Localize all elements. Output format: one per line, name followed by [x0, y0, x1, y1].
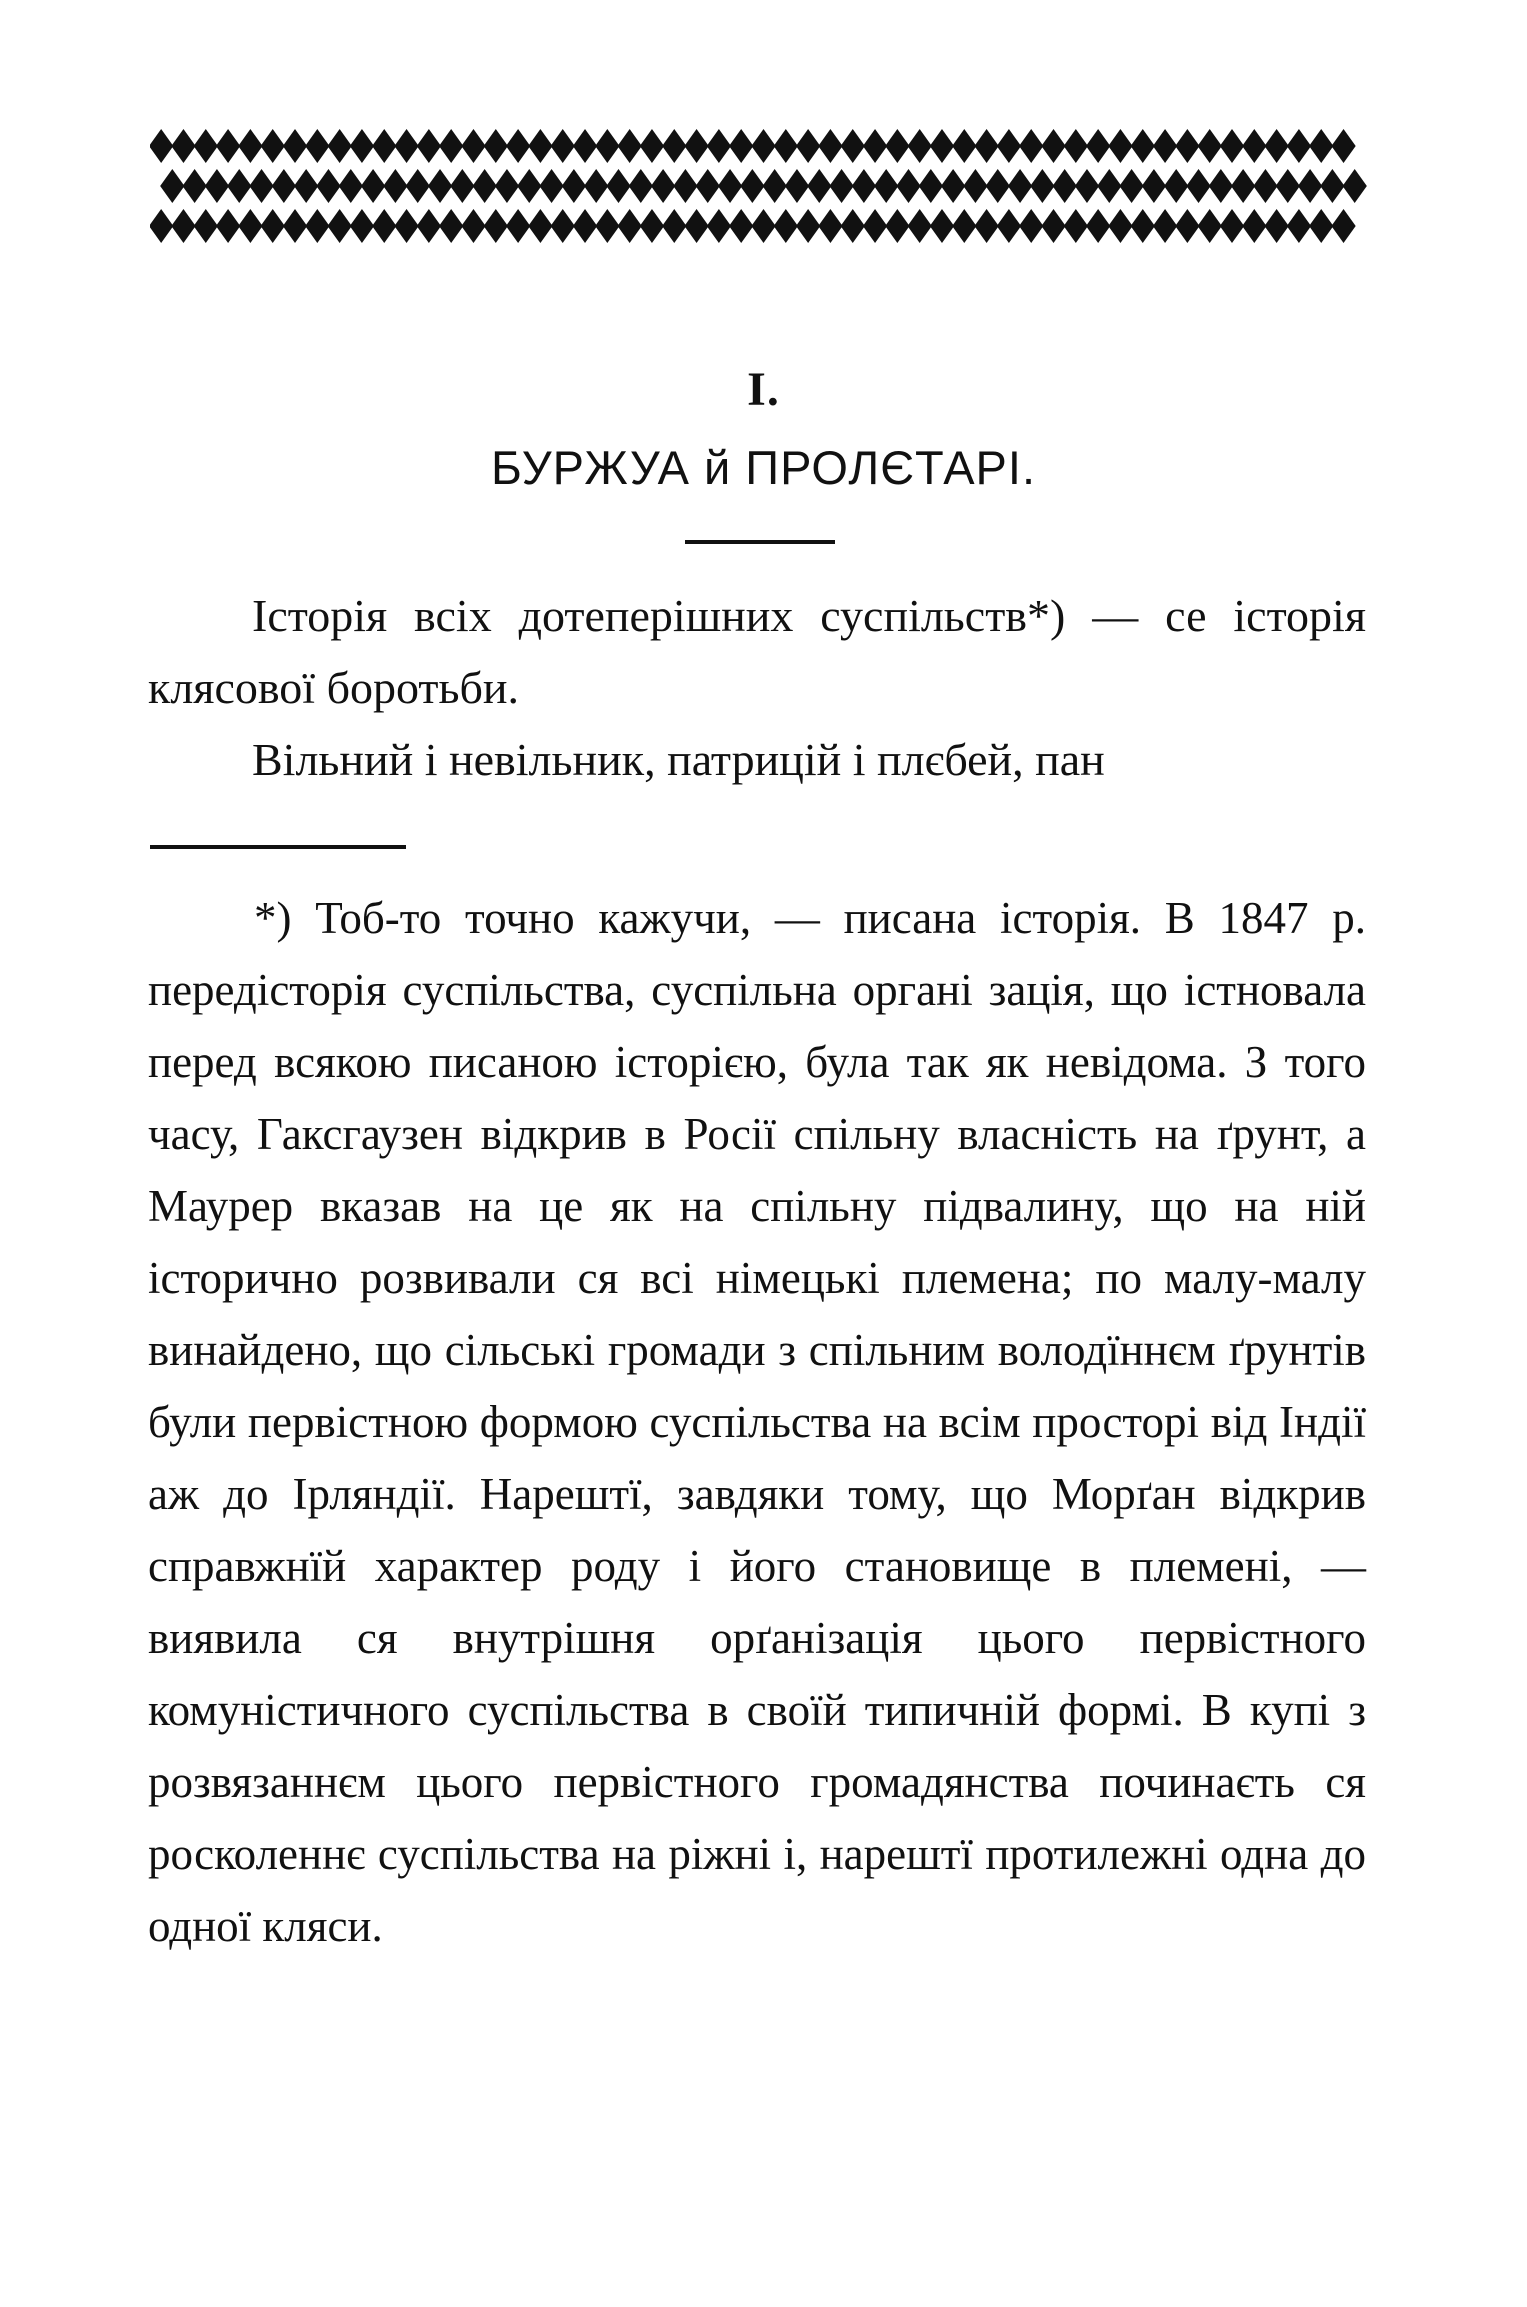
ornament-diamond	[194, 209, 218, 243]
ornament-diamond	[1242, 129, 1266, 163]
ornament-diamond	[841, 209, 865, 243]
ornament-diamond	[1131, 209, 1155, 243]
ornament-diamond	[1287, 209, 1311, 243]
ornament-diamond	[1331, 209, 1355, 243]
ornament-diamond	[238, 129, 262, 163]
ornament-diamond	[1209, 169, 1233, 203]
ornament-diamond	[339, 169, 363, 203]
ornament-diamond	[406, 169, 430, 203]
ornament-diamond	[740, 169, 764, 203]
ornament-diamond	[1030, 169, 1054, 203]
footnote	[148, 882, 1366, 1962]
ornament-diamond	[394, 209, 418, 243]
ornament-diamond	[484, 209, 508, 243]
ornament-diamond	[1309, 129, 1333, 163]
ornament-diamond	[1019, 129, 1043, 163]
ornament-diamond	[528, 209, 552, 243]
ornament-diamond	[807, 169, 831, 203]
ornament-diamond	[974, 209, 998, 243]
ornament-diamond	[1343, 169, 1367, 203]
ornament-diamond	[1242, 209, 1266, 243]
ornament-diamond	[1287, 129, 1311, 163]
ornament-diamond	[874, 169, 898, 203]
ornament-diamond	[439, 209, 463, 243]
ornament-diamond	[751, 129, 775, 163]
ornament-diamond	[350, 209, 374, 243]
ornament-diamond	[617, 129, 641, 163]
ornament-diamond	[194, 129, 218, 163]
ornament-diamond	[662, 129, 686, 163]
ornament-diamond	[941, 169, 965, 203]
ornament-diamond	[150, 209, 173, 243]
ornament-diamond	[1175, 209, 1199, 243]
ornament-diamond	[238, 209, 262, 243]
ornament-diamond	[1309, 209, 1333, 243]
ornament-diamond	[930, 209, 954, 243]
ornament-diamond	[1220, 129, 1244, 163]
ornament-diamond	[785, 169, 809, 203]
ornament-diamond	[517, 169, 541, 203]
ornament-diamond	[796, 129, 820, 163]
ornament-diamond	[885, 209, 909, 243]
ornament-diamond	[896, 169, 920, 203]
ornament-diamond	[718, 169, 742, 203]
ornament-diamond	[885, 129, 909, 163]
ornament-diamond	[584, 169, 608, 203]
footnote-paragraph: *) Тоб-то точно кажучи, — писана історія. В 1847 р. передісторія суспільства, суспільна органі зація, що істновала перед всякою писаною історією, була так як невідома. З того часу, Гаксгаузен відкрив в Росії спільну власність на ґрунт, а Маурер вказав на це як на спільну підвалину, що на ній історично розвивали ся всі німецькі племена; по малу-малу винайдено, що сільські громади з спільним володїннєм ґрунтів були первістною формою суспільства на всім просторі від Індії аж до Ірляндії. Нарештї, завдяки тому, що Морґан відкрив справжнїй характер роду і його становище в племені, — виявила ся внутрішня орґанізація цього первістного комуністичного суспільства в своїй типичній формі. В купі з розвязаннєм цього первістного громадянства починаєть ся росколеннє суспільства на ріжні і, нарештї протилежні одна до одної кляси.	[148, 893, 1366, 1951]
ornament-diamond	[394, 129, 418, 163]
ornament-diamond	[1041, 129, 1065, 163]
ornament-diamond	[684, 129, 708, 163]
ornament-diamond	[595, 209, 619, 243]
ornament-diamond	[986, 169, 1010, 203]
ornament-diamond	[539, 169, 563, 203]
ornament-diamond	[1153, 209, 1177, 243]
ornament-diamond	[863, 129, 887, 163]
ornament-diamond	[662, 209, 686, 243]
ornament-diamond	[417, 209, 441, 243]
ornament-diamond	[1097, 169, 1121, 203]
ornament-diamond	[1108, 209, 1132, 243]
ornament-diamond	[673, 169, 697, 203]
ornament-diamond	[227, 169, 251, 203]
ornament-diamond	[205, 169, 229, 203]
ornament-diamond	[472, 169, 496, 203]
ornament-diamond	[1008, 169, 1032, 203]
ornament-diamond	[283, 129, 307, 163]
ornament-diamond	[294, 169, 318, 203]
ornament-diamond	[751, 209, 775, 243]
ornament-diamond	[1186, 169, 1210, 203]
ornament-diamond	[1064, 209, 1088, 243]
ornament-diamond	[551, 209, 575, 243]
title-divider	[685, 540, 835, 544]
ornament-diamond	[506, 129, 530, 163]
ornament-diamond	[852, 169, 876, 203]
ornament-diamond	[283, 209, 307, 243]
ornament-diamond	[707, 209, 731, 243]
ornament-diamond	[1231, 169, 1255, 203]
ornament-diamond	[774, 129, 798, 163]
ornament-diamond	[763, 169, 787, 203]
ornament-diamond	[1131, 129, 1155, 163]
ornament-diamond	[640, 209, 664, 243]
ornament-diamond	[383, 169, 407, 203]
ornament-diamond	[573, 209, 597, 243]
ornament-diamond	[841, 129, 865, 163]
ornament-diamond	[249, 169, 273, 203]
ornament-diamond	[272, 169, 296, 203]
ornament-diamond	[952, 129, 976, 163]
ornament-diamond	[1264, 209, 1288, 243]
ornament-diamond	[461, 129, 485, 163]
ornament-diamond	[629, 169, 653, 203]
ornament-diamond	[1075, 169, 1099, 203]
ornament-diamond	[997, 209, 1021, 243]
ornament-diamond	[606, 169, 630, 203]
ornament-diamond	[729, 209, 753, 243]
ornament-diamond	[551, 129, 575, 163]
ornament-diamond	[707, 129, 731, 163]
ornament-diamond	[1198, 129, 1222, 163]
diamond-ornament-border	[150, 128, 1377, 248]
footnote-divider	[150, 845, 406, 849]
ornament-diamond	[327, 129, 351, 163]
ornament-diamond	[372, 209, 396, 243]
ornament-diamond	[796, 209, 820, 243]
ornament-diamond	[930, 129, 954, 163]
ornament-diamond	[818, 129, 842, 163]
ornament-diamond	[150, 129, 173, 163]
ornament-diamond	[461, 209, 485, 243]
ornament-diamond	[261, 129, 285, 163]
ornament-diamond	[160, 169, 184, 203]
ornament-diamond	[963, 169, 987, 203]
ornament-diamond	[1153, 129, 1177, 163]
ornament-diamond	[1220, 209, 1244, 243]
ornament-diamond	[1276, 169, 1300, 203]
ornament-diamond	[372, 129, 396, 163]
ornament-diamond	[974, 129, 998, 163]
ornament-diamond	[361, 169, 385, 203]
ornament-diamond	[818, 209, 842, 243]
ornament-diamond	[261, 209, 285, 243]
ornament-diamond	[171, 209, 195, 243]
ornament-diamond	[216, 129, 240, 163]
ornament-diamond	[1164, 169, 1188, 203]
main-text	[148, 580, 1366, 796]
ornament-diamond	[562, 169, 586, 203]
ornament-diamond	[696, 169, 720, 203]
ornament-diamond	[305, 209, 329, 243]
ornament-diamond	[774, 209, 798, 243]
ornament-diamond	[182, 169, 206, 203]
ornament-diamond	[528, 129, 552, 163]
ornament-diamond	[327, 209, 351, 243]
ornament-diamond	[640, 129, 664, 163]
ornament-diamond	[729, 129, 753, 163]
ornament-diamond	[1053, 169, 1077, 203]
ornament-diamond	[417, 129, 441, 163]
ornament-diamond	[506, 209, 530, 243]
ornament-diamond	[1264, 129, 1288, 163]
ornament-diamond	[919, 169, 943, 203]
ornament-diamond	[1086, 129, 1110, 163]
ornament-diamond	[829, 169, 853, 203]
ornament-diamond	[484, 129, 508, 163]
ornament-diamond	[573, 129, 597, 163]
ornament-diamond	[1064, 129, 1088, 163]
ornament-diamond	[428, 169, 452, 203]
ornament-diamond	[997, 129, 1021, 163]
ornament-diamond	[651, 169, 675, 203]
ornament-diamond	[863, 209, 887, 243]
ornament-diamond	[1253, 169, 1277, 203]
paragraph-1: Історія всіх дотеперішних суспільств*) — се історія клясової боротьби.	[148, 590, 1366, 713]
ornament-diamond	[684, 209, 708, 243]
chapter-number: I.	[747, 363, 780, 416]
ornament-diamond	[1320, 169, 1344, 203]
ornament-diamond	[595, 129, 619, 163]
ornament-diamond	[316, 169, 340, 203]
ornament-diamond	[617, 209, 641, 243]
ornament-diamond	[1108, 129, 1132, 163]
ornament-diamond	[216, 209, 240, 243]
ornament-diamond	[1086, 209, 1110, 243]
ornament-diamond	[305, 129, 329, 163]
ornament-diamond	[1119, 169, 1143, 203]
ornament-diamond	[450, 169, 474, 203]
ornament-diamond	[171, 129, 195, 163]
paragraph-2: Вільний і невільник, патрицій і плєбей, пан	[252, 734, 1105, 785]
ornament-diamond	[350, 129, 374, 163]
ornament-diamond	[1175, 129, 1199, 163]
ornament-diamond	[1142, 169, 1166, 203]
ornament-diamond	[495, 169, 519, 203]
ornament-diamond	[1331, 129, 1355, 163]
ornament-diamond	[952, 209, 976, 243]
chapter-title: БУРЖУА й ПРОЛЄТАРІ.	[490, 441, 1037, 494]
ornament-diamond	[1041, 209, 1065, 243]
ornament-diamond	[439, 129, 463, 163]
ornament-diamond	[1019, 209, 1043, 243]
ornament-diamond	[1198, 209, 1222, 243]
ornament-diamond	[1298, 169, 1322, 203]
ornament-diamond	[908, 209, 932, 243]
ornament-diamond	[908, 129, 932, 163]
